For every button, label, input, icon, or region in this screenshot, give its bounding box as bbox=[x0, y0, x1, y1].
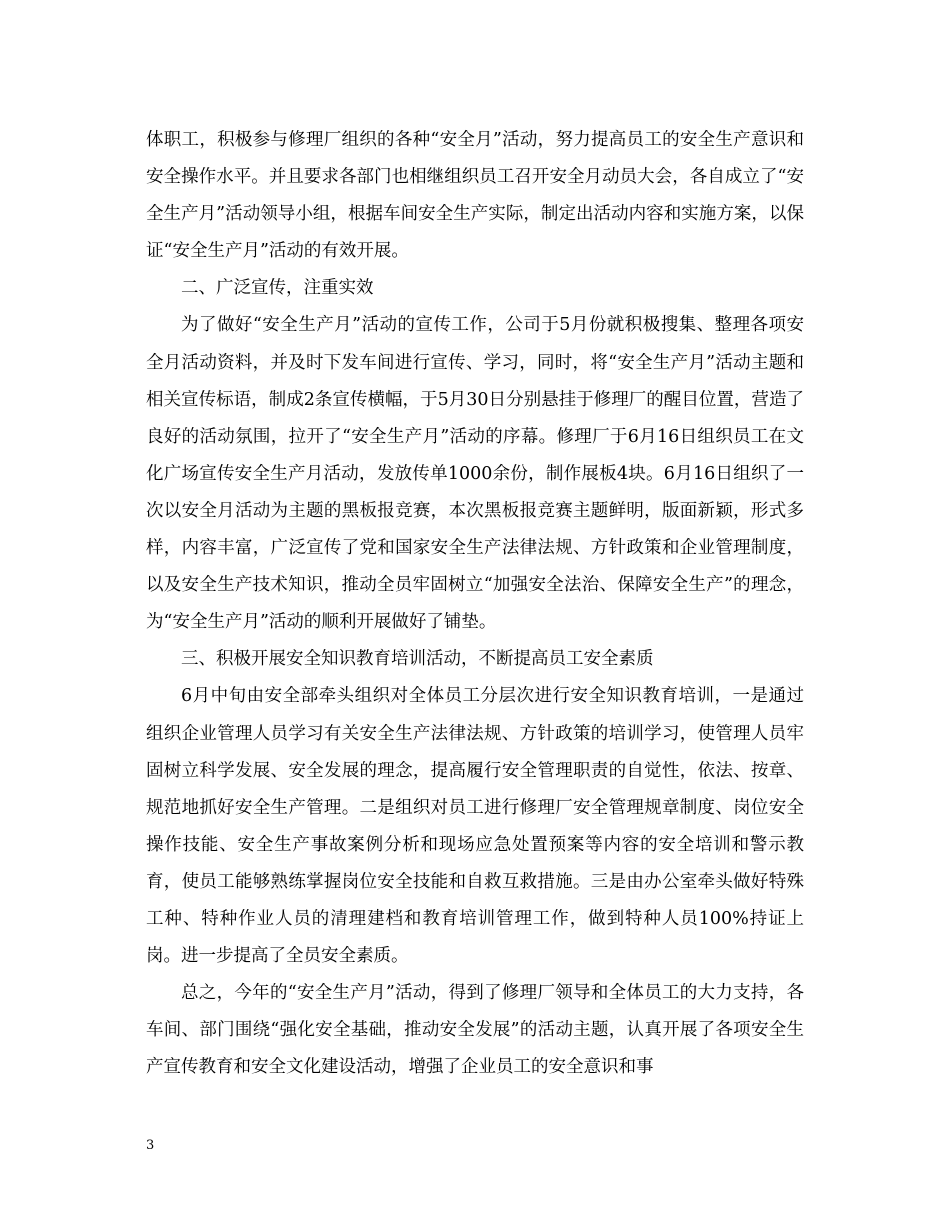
paragraph-continuation: 体职工，积极参与修理厂组织的各种“安全月”活动，努力提高员工的安全生产意识和安全操作水平。并且要求各部门也相继组织员工召开安全月动员大会，各自成立了“安全生产月”活动领导小组，根据车间安全生产实际，制定出活动内容和实施方案，以保证“安全生产月”活动的有效开展。 bbox=[146, 130, 804, 262]
paragraph-training: 6月中旬由安全部牵头组织对全体员工分层次进行安全知识教育培训，一是通过组织企业管理人员学习有关安全生产法律法规、方针政策的培训学习，使管理人员牢固树立科学发展、安全发展的理念，提高履行安全管理职责的自觉性，依法、按章、规范地抓好安全生产管理。二是组织对员工进行修理厂安全管理规章制度、岗位安全操作技能、安全生产事故案例分析和现场应急处置预案等内容的安全培训和警示教育，使员工能够熟练掌握岗位安全技能和自救互救措施。三是由办公室牵头做好特殊工种、特种作业人员的清理建档和教育培训管理工作，做到特种人员100%持证上岗。进一步提高了全员安全素质。 bbox=[146, 686, 804, 967]
page-body bbox=[146, 122, 804, 1086]
paragraph-publicity: 为了做好“安全生产月”活动的宣传工作，公司于5月份就积极搜集、整理各项安全月活动资料，并及时下发车间进行宣传、学习，同时，将“安全生产月”活动主题和相关宣传标语，制成2条宣传横幅，于5月30日分别悬挂于修理厂的醒目位置，营造了良好的活动氛围，拉开了“安全生产月”活动的序幕。修理厂于6月16日组织员工在文化广场宣传安全生产月活动，发放传单1000余份，制作展板4块。6月16日组织了一次以安全月活动为主题的黑板报竞赛，本次黑板报竞赛主题鲜明，版面新颖，形式多样，内容丰富，广泛宣传了党和国家安全生产法律法规、方针政策和企业管理制度，以及安全生产技术知识，推动全员牢固树立“加强安全法治、保障安全生产”的理念，为“安全生产月”活动的顺利开展做好了铺垫。 bbox=[146, 315, 804, 633]
page-number: 3 bbox=[146, 1138, 155, 1153]
paragraph-summary: 总之，今年的“安全生产月”活动，得到了修理厂领导和全体员工的大力支持，各车间、部门围绕“强化安全基础，推动安全发展”的活动主题，认真开展了各项安全生产宣传教育和安全文化建设活动，增强了企业员工的安全意识和事 bbox=[146, 983, 804, 1078]
section-heading-training: 三、积极开展安全知识教育培训活动，不断提高员工安全素质 bbox=[181, 649, 654, 670]
section-heading-publicity: 二、广泛宣传，注重实效 bbox=[181, 278, 374, 299]
